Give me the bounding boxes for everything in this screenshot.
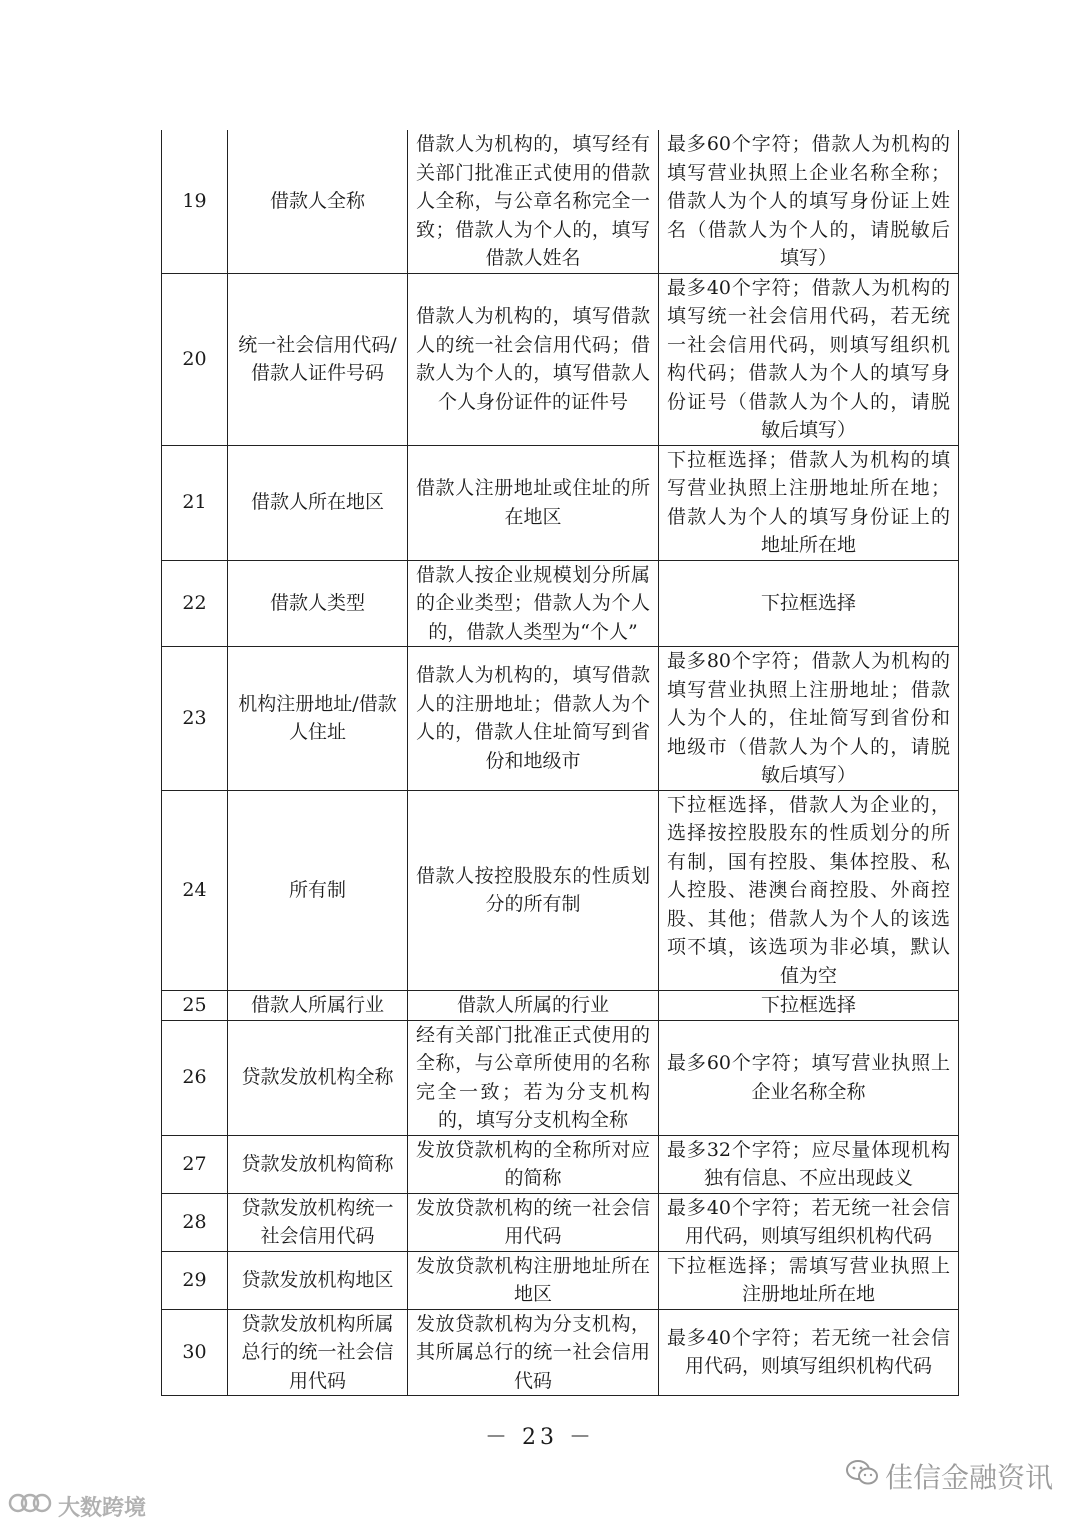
row-number: 28 bbox=[162, 1193, 228, 1251]
field-description: 借款人为机构的，填写经有关部门批准正式使用的借款人全称，与公章名称完全一致；借款人为个人的，填写借款人姓名 bbox=[408, 130, 659, 273]
field-description: 借款人按控股股东的性质划分的所有制 bbox=[408, 790, 659, 991]
field-description: 借款人注册地址或住址的所在地区 bbox=[408, 445, 659, 560]
field-description: 发放贷款机构注册地址所在地区 bbox=[408, 1251, 659, 1309]
field-name: 贷款发放机构统一社会信用代码 bbox=[228, 1193, 408, 1251]
field-description: 借款人按企业规模划分所属的企业类型；借款人为个人的，借款人类型为“个人” bbox=[408, 560, 659, 647]
row-number: 23 bbox=[162, 647, 228, 791]
field-spec-table bbox=[161, 130, 959, 1396]
field-name: 贷款发放机构简称 bbox=[228, 1135, 408, 1193]
row-number: 29 bbox=[162, 1251, 228, 1309]
field-name: 借款人类型 bbox=[228, 560, 408, 647]
table-row bbox=[162, 130, 959, 273]
row-number: 30 bbox=[162, 1309, 228, 1396]
table-row bbox=[162, 1193, 959, 1251]
field-name: 贷款发放机构全称 bbox=[228, 1020, 408, 1135]
row-number: 26 bbox=[162, 1020, 228, 1135]
field-description: 经有关部门批准正式使用的全称，与公章所使用的名称完全一致；若为分支机构的，填写分支机构全称 bbox=[408, 1020, 659, 1135]
table-row bbox=[162, 445, 959, 560]
table-row bbox=[162, 560, 959, 647]
row-number: 20 bbox=[162, 273, 228, 445]
table-row bbox=[162, 790, 959, 991]
field-requirement: 最多80个字符；借款人为机构的填写营业执照上注册地址；借款人为个人的，住址简写到省份和地级市（借款人为个人的，请脱敏后填写） bbox=[659, 647, 959, 791]
field-requirement: 下拉框选择 bbox=[659, 991, 959, 1021]
table-row bbox=[162, 1251, 959, 1309]
field-description: 借款人为机构的，填写借款人的注册地址；借款人为个人的，借款人住址简写到省份和地级市 bbox=[408, 647, 659, 791]
field-requirement: 最多40个字符；若无统一社会信用代码，则填写组织机构代码 bbox=[659, 1309, 959, 1396]
table-row bbox=[162, 273, 959, 445]
field-description: 借款人为机构的，填写借款人的统一社会信用代码；借款人为个人的，填写借款人个人身份证件的证件号 bbox=[408, 273, 659, 445]
table-row bbox=[162, 647, 959, 791]
watermark-account bbox=[845, 1456, 1053, 1496]
field-description: 发放贷款机构的统一社会信用代码 bbox=[408, 1193, 659, 1251]
field-name: 借款人所在地区 bbox=[228, 445, 408, 560]
field-name: 统一社会信用代码/借款人证件号码 bbox=[228, 273, 408, 445]
field-name: 机构注册地址/借款人住址 bbox=[228, 647, 408, 791]
field-requirement: 最多40个字符；若无统一社会信用代码，则填写组织机构代码 bbox=[659, 1193, 959, 1251]
row-number: 21 bbox=[162, 445, 228, 560]
table-row bbox=[162, 991, 959, 1021]
field-name: 借款人全称 bbox=[228, 130, 408, 273]
field-requirement: 下拉框选择；需填写营业执照上注册地址所在地 bbox=[659, 1251, 959, 1309]
row-number: 22 bbox=[162, 560, 228, 647]
field-name: 借款人所属行业 bbox=[228, 991, 408, 1021]
row-number: 19 bbox=[162, 130, 228, 273]
watermark-brand bbox=[8, 1490, 146, 1522]
page-number: － 23 － bbox=[485, 1425, 595, 1450]
field-requirement: 最多60个字符；借款人为机构的填写营业执照上企业名称全称；借款人为个人的填写身份证上姓名（借款人为个人的，请脱敏后填写） bbox=[659, 130, 959, 273]
watermark-right-text: 佳信金融资讯 bbox=[885, 1461, 1054, 1494]
table-row bbox=[162, 1135, 959, 1193]
field-requirement: 下拉框选择，借款人为企业的，选择按控股股东的性质划分的所有制，国有控股、集体控股、私人控股、港澳台商控股、外商控股、其他；借款人为个人的该选项不填，该选项为非必填，默认值为空 bbox=[659, 790, 959, 991]
field-description: 发放贷款机构的全称所对应的简称 bbox=[408, 1135, 659, 1193]
wechat-icon bbox=[845, 1459, 879, 1494]
field-requirement: 下拉框选择；借款人为机构的填写营业执照上注册地址所在地；借款人为个人的填写身份证上的地址所在地 bbox=[659, 445, 959, 560]
watermark-left-text: 大数跨境 bbox=[58, 1495, 147, 1521]
field-description: 发放贷款机构为分支机构，其所属总行的统一社会信用代码 bbox=[408, 1309, 659, 1396]
field-requirement: 最多40个字符；借款人为机构的填写统一社会信用代码，若无统一社会信用代码，则填写组织机构代码；借款人为个人的填写身份证号（借款人为个人的，请脱敏后填写） bbox=[659, 273, 959, 445]
field-description: 借款人所属的行业 bbox=[408, 991, 659, 1021]
field-requirement: 下拉框选择 bbox=[659, 560, 959, 647]
table-row bbox=[162, 1020, 959, 1135]
field-name: 贷款发放机构地区 bbox=[228, 1251, 408, 1309]
field-requirement: 最多32个字符；应尽量体现机构独有信息、不应出现歧义 bbox=[659, 1135, 959, 1193]
field-name: 贷款发放机构所属总行的统一社会信用代码 bbox=[228, 1309, 408, 1396]
row-number: 24 bbox=[162, 790, 228, 991]
field-requirement: 最多60个字符；填写营业执照上企业名称全称 bbox=[659, 1020, 959, 1135]
field-name: 所有制 bbox=[228, 790, 408, 991]
row-number: 27 bbox=[162, 1135, 228, 1193]
table-row bbox=[162, 1309, 959, 1396]
brand-logo-icon bbox=[8, 1490, 52, 1522]
row-number: 25 bbox=[162, 991, 228, 1021]
